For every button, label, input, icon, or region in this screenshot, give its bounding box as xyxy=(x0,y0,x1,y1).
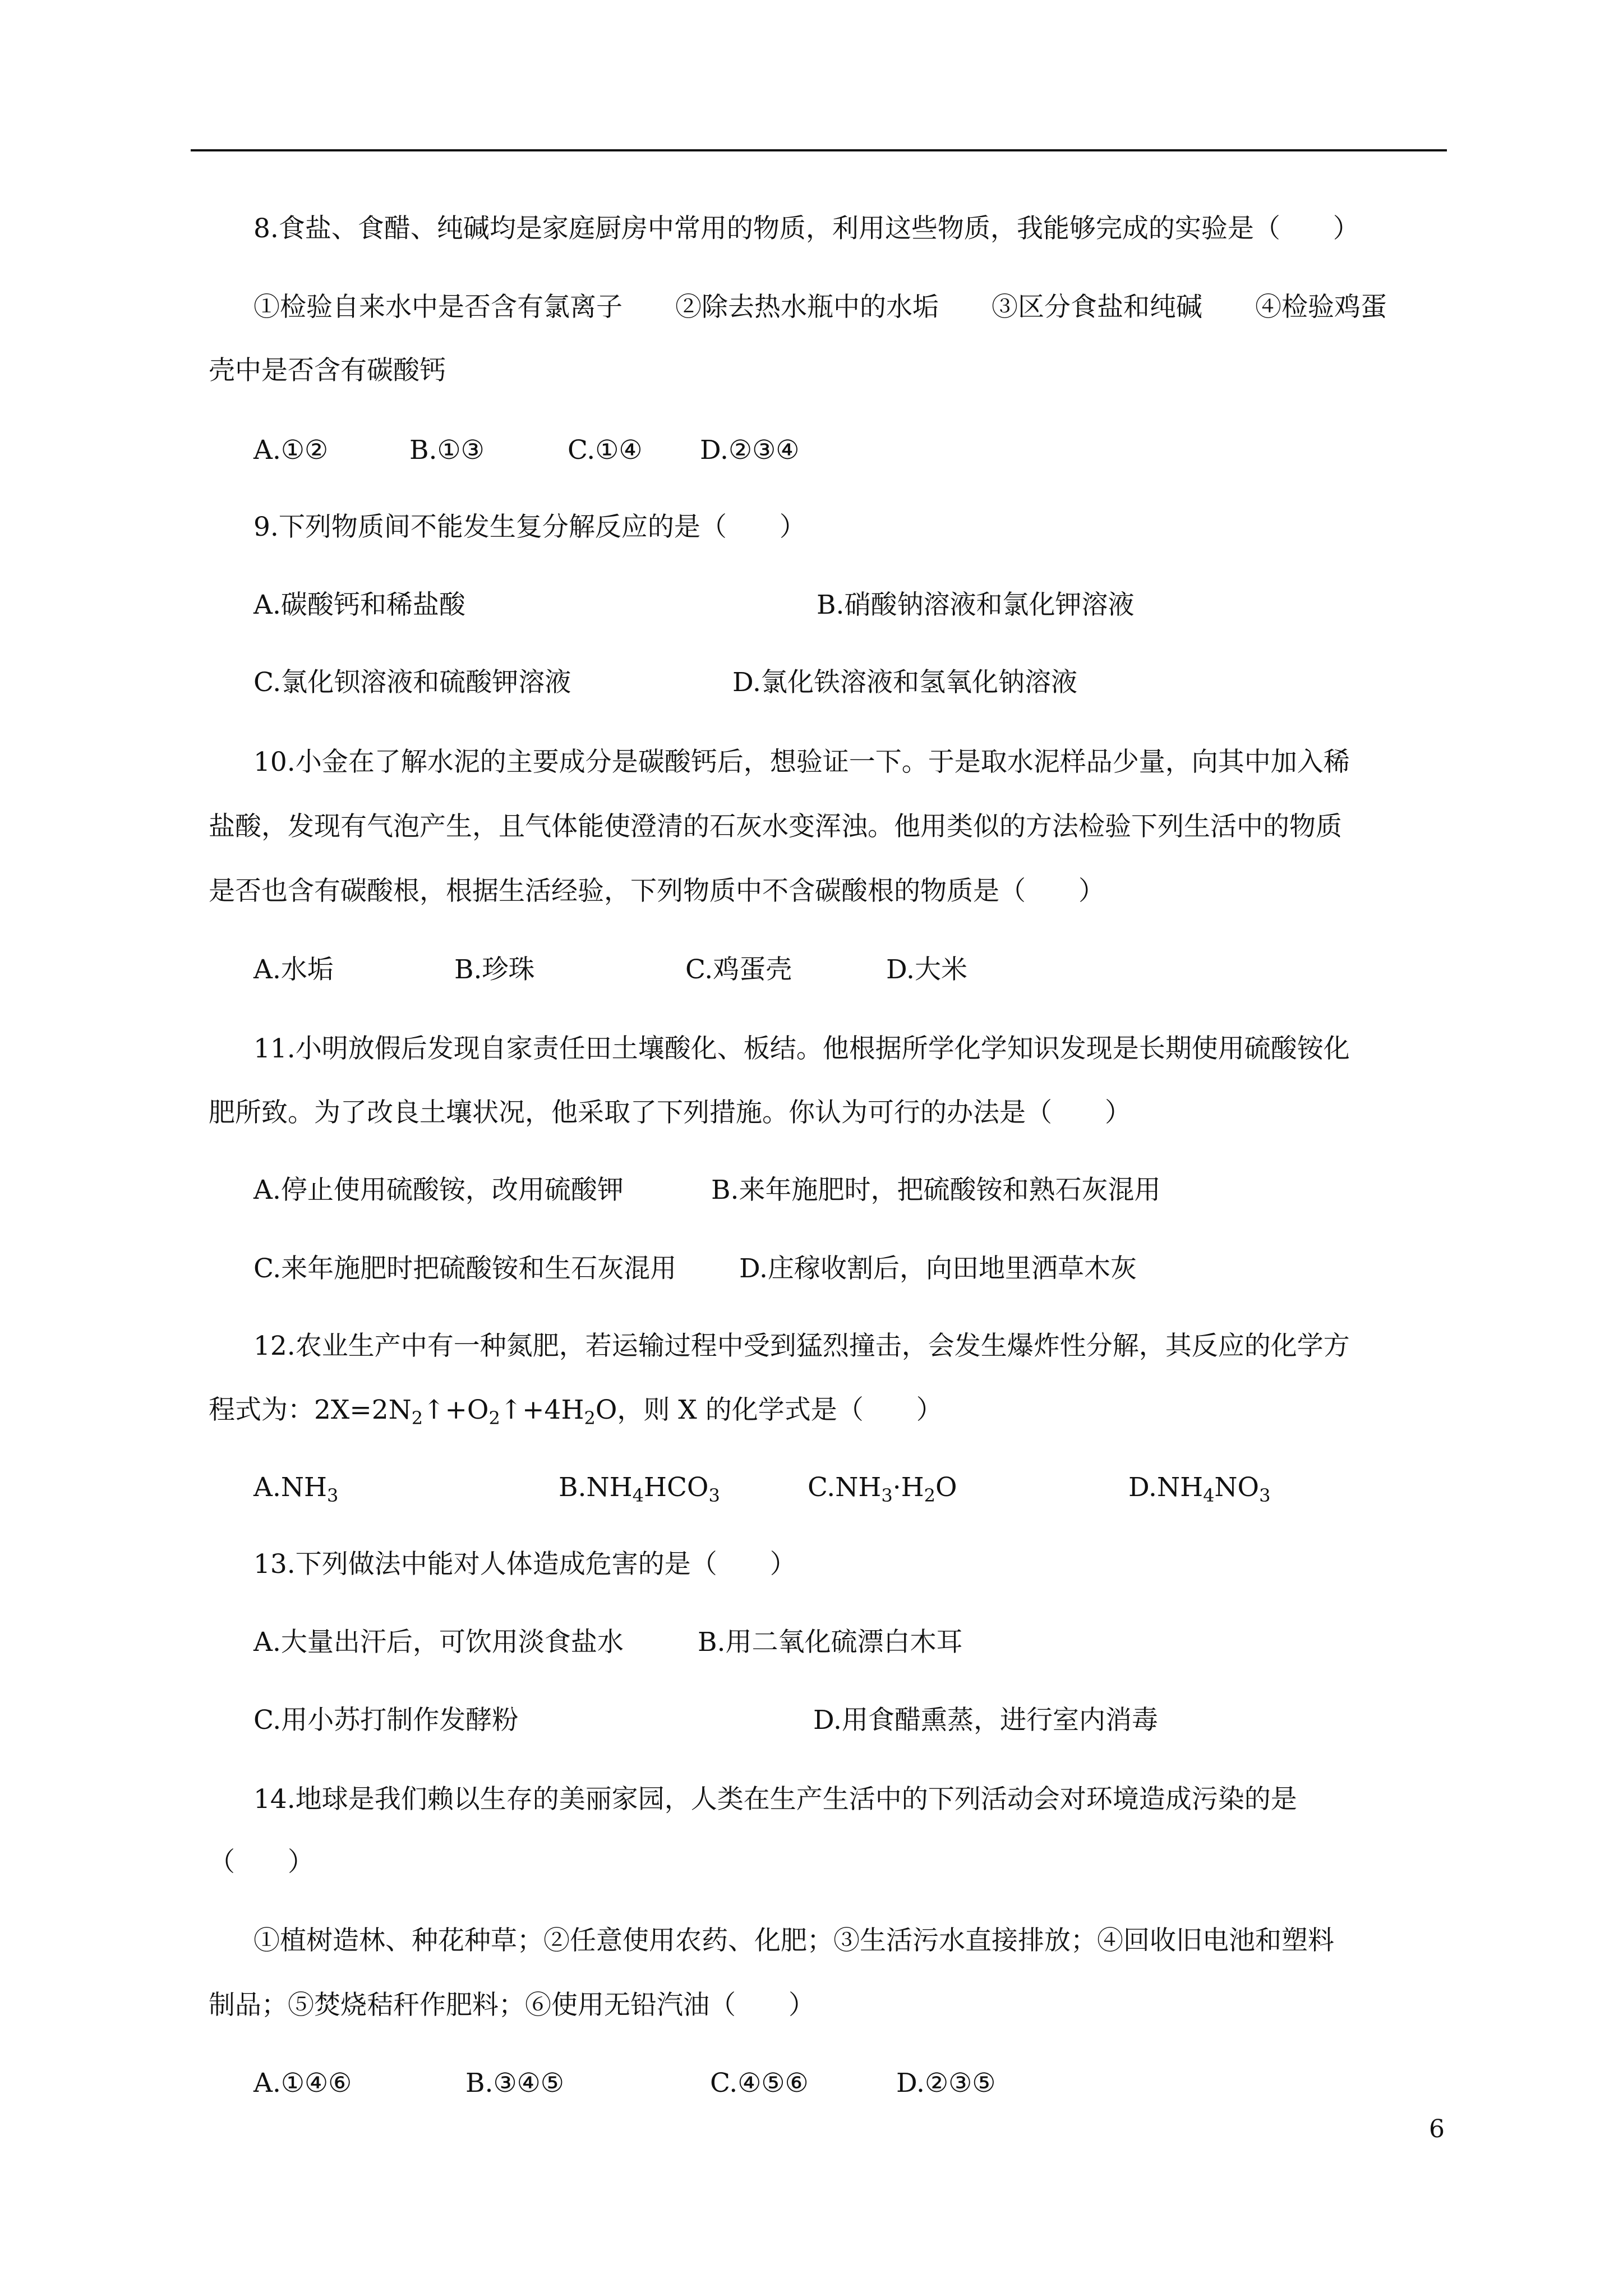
q12-option-b: $B.NH_4HCO_3$ xyxy=(559,1472,720,1506)
q10-stem-line3: 是否也含有碳酸根，根据生活经验，下列物质中不含碳酸根的物质是（ ） xyxy=(209,876,1105,907)
q11-stem-line1: 11.小明放假后发现自家责任田土壤酸化、板结。他根据所学化学知识发现是长期使用硫酸铵化 xyxy=(253,1033,1350,1064)
q14-option-a: A.①④⑥ xyxy=(253,2068,352,2099)
q12-stem-line1: 12.农业生产中有一种氮肥，若运输过程中受到猛烈撞击，会发生爆炸性分解，其反应的化学方 xyxy=(253,1331,1350,1361)
q8-items-line1: ①检验自来水中是否含有氯离子 ②除去热水瓶中的水垢 ③区分食盐和纯碱 ④检验鸡蛋 xyxy=(253,292,1387,323)
q9-stem: 9.下列物质间不能发生复分解反应的是（ ） xyxy=(253,512,806,542)
q14-items-line1: ①植树造林、种花种草；②任意使用农药、化肥；③生活污水直接排放；④回收旧电池和塑料 xyxy=(253,1925,1334,1956)
q14-items-line2: 制品；⑤焚烧秸秆作肥料；⑥使用无铅汽油（ ） xyxy=(209,1990,815,2021)
page-number: 6 xyxy=(1429,2115,1445,2143)
q14-option-c: C.④⑤⑥ xyxy=(710,2068,809,2099)
q10-option-d: D.大米 xyxy=(886,954,967,985)
q10-option-c: C.鸡蛋壳 xyxy=(685,954,792,985)
header-rule xyxy=(191,149,1447,151)
q8-option-d: D.②③④ xyxy=(700,435,800,466)
q13-stem: 13.下列做法中能对人体造成危害的是（ ） xyxy=(253,1549,796,1580)
q14-option-d: D.②③⑤ xyxy=(896,2068,996,2099)
q13-option-c: C.用小苏打制作发酵粉 xyxy=(253,1705,519,1736)
q12-option-d: $D.NH_4NO_3$ xyxy=(1128,1472,1271,1506)
q9-option-b: B.硝酸钠溶液和氯化钾溶液 xyxy=(817,590,1135,620)
q12-stem-line2 xyxy=(209,1397,943,1427)
q11-stem-line2: 肥所致。为了改良土壤状况，他采取了下列措施。你认为可行的办法是（ ） xyxy=(209,1097,1131,1128)
q11-option-d: D.庄稼收割后，向田地里洒草木灰 xyxy=(739,1253,1137,1284)
q8-items-line2: 壳中是否含有碳酸钙 xyxy=(209,355,446,386)
q8-option-c: C.①④ xyxy=(568,435,643,466)
q8-option-a: A.①② xyxy=(253,435,329,466)
q14-stem-line1: 14.地球是我们赖以生存的美丽家园，人类在生产生活中的下列活动会对环境造成污染的是 xyxy=(253,1784,1297,1815)
q9-option-d: D.氯化铁溶液和氢氧化钠溶液 xyxy=(732,667,1077,698)
q12-option-a: $A.NH_3$ xyxy=(253,1472,339,1506)
q13-option-b: B.用二氧化硫漂白木耳 xyxy=(698,1627,963,1658)
q9-option-a: A.碳酸钙和稀盐酸 xyxy=(253,590,465,620)
q13-option-a: A.大量出汗后，可饮用淡食盐水 xyxy=(253,1627,624,1658)
q12-stem-prefix: 程式为： xyxy=(209,1395,314,1425)
q9-option-c: C.氯化钡溶液和硫酸钾溶液 xyxy=(253,667,571,698)
q14-option-b: B.③④⑤ xyxy=(465,2068,564,2099)
q10-option-b: B.珍珠 xyxy=(454,954,535,985)
q8-stem: 8.食盐、食醋、纯碱均是家庭厨房中常用的物质，利用这些物质，我能够完成的实验是（ ） xyxy=(253,213,1359,244)
q12-stem-suffix: ，则 X 的化学式是（ ） xyxy=(617,1395,943,1425)
q10-stem-line2: 盐酸，发现有气泡产生，且气体能使澄清的石灰水变浑浊。他用类似的方法检验下列生活中的物质 xyxy=(209,811,1342,842)
q14-stem-line2: （ ） xyxy=(209,1847,314,1878)
q13-option-d: D.用食醋熏蒸，进行室内消毒 xyxy=(813,1705,1158,1736)
q10-stem-line1: 10.小金在了解水泥的主要成分是碳酸钙后，想验证一下。于是取水泥样品少量，向其中加入稀 xyxy=(253,747,1350,777)
q11-option-c: C.来年施肥时把硫酸铵和生石灰混用 xyxy=(253,1253,677,1284)
q10-option-a: A.水垢 xyxy=(253,954,334,985)
q12-option-c: $C.NH_3\cdot H_2O$ xyxy=(808,1472,957,1506)
q11-option-a: A.停止使用硫酸铵，改用硫酸钾 xyxy=(253,1175,624,1205)
q11-option-b: B.来年施肥时，把硫酸铵和熟石灰混用 xyxy=(711,1175,1161,1205)
q12-equation: $2X=2N_2↑+O_2↑+4H_2O$ xyxy=(314,1395,617,1429)
q8-option-b: B.①③ xyxy=(409,435,485,466)
